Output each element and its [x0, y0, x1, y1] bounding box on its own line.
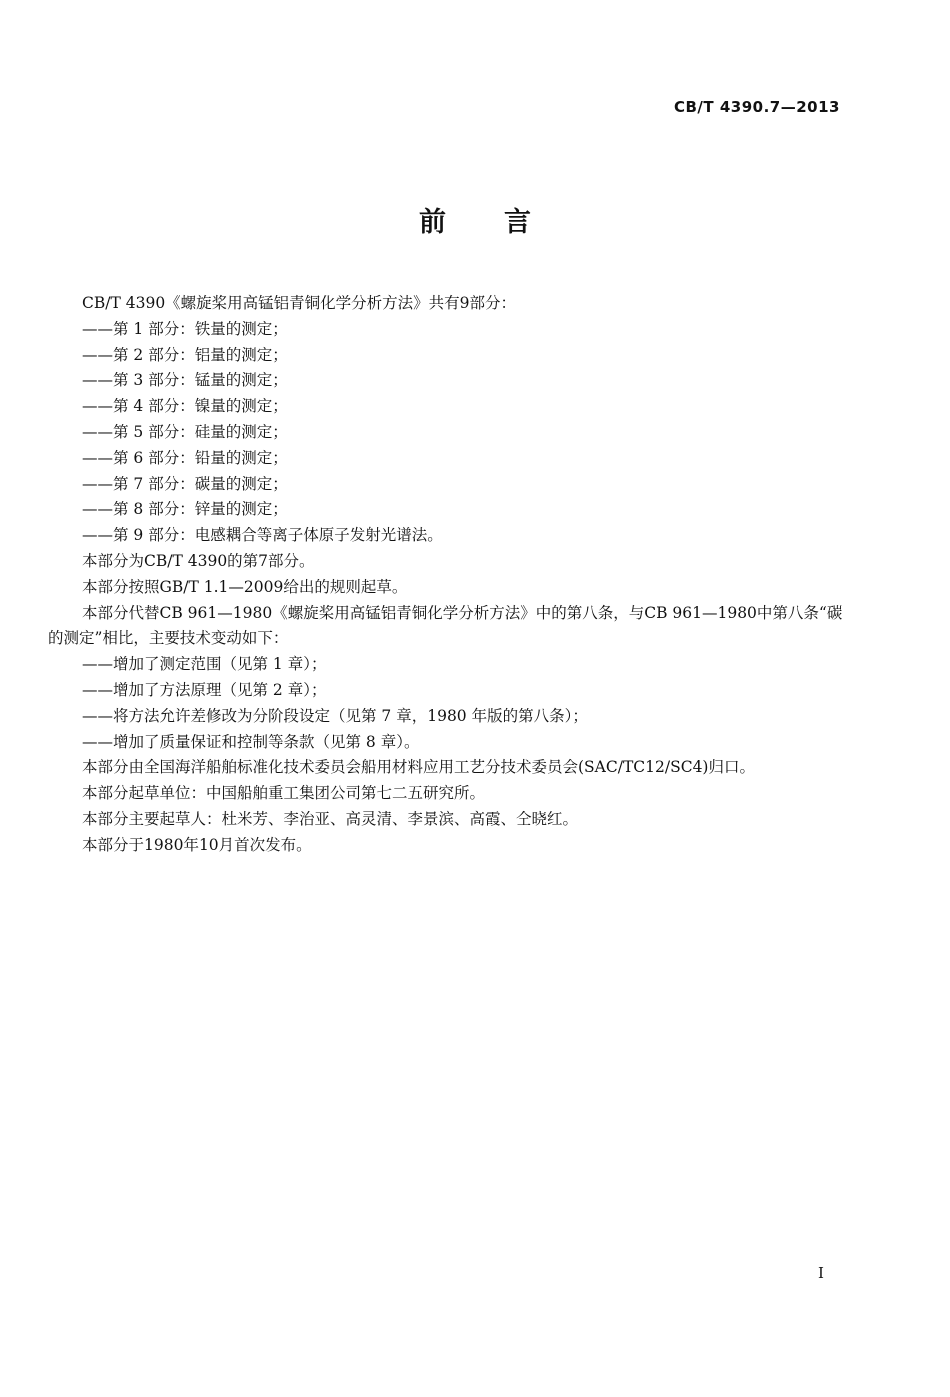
list-item: ——第 8 部分：锌量的测定；	[82, 500, 288, 519]
change-item: ——增加了方法原理（见第 2 章）；	[82, 680, 327, 699]
drafters-statement: 本部分主要起草人：杜米芳、李治亚、高灵清、李景滨、高霞、仝晓红。	[82, 809, 579, 828]
change-item: ——增加了测定范围（见第 1 章）；	[82, 655, 327, 674]
standard-code: CB/T 4390.7—2013	[673, 98, 840, 116]
replace-statement: 本部分代替CB 961—1980《螺旋桨用高锰铝青铜化学分析方法》中的第八条，与CB 961—1980中第八条“碳的测定”相比，主要技术变动如下：	[48, 603, 843, 648]
change-item: ——增加了质量保证和控制等条款（见第 8 章）。	[82, 732, 420, 751]
intro-paragraph: CB/T 4390《螺旋桨用高锰铝青铜化学分析方法》共有9部分：	[82, 294, 517, 312]
unit-statement: 本部分起草单位：中国船舶重工集团公司第七二五研究所。	[82, 784, 486, 803]
list-item: ——第 2 部分：铝量的测定；	[82, 345, 288, 364]
foreword-body	[48, 291, 848, 859]
list-item: ——第 5 部分：硅量的测定；	[82, 422, 288, 441]
list-item: ——第 6 部分：铅量的测定；	[82, 448, 288, 467]
list-item: ——第 3 部分：锰量的测定；	[82, 371, 288, 390]
list-item: ——第 7 部分：碳量的测定；	[82, 474, 288, 493]
list-item: ——第 9 部分：电感耦合等离子体原子发射光谱法。	[82, 526, 443, 545]
part-statement: 本部分为CB/T 4390的第7部分。	[82, 551, 315, 570]
page-number: I	[818, 1264, 824, 1282]
first-issue-statement: 本部分于1980年10月首次发布。	[82, 835, 312, 854]
change-item: ——将方法允许差修改为分阶段设定（见第 7 章，1980 年版的第八条）；	[82, 706, 588, 725]
list-item: ——第 4 部分：镍量的测定；	[82, 397, 288, 416]
page-title: 前言	[419, 207, 589, 238]
committee-statement: 本部分由全国海洋船舶标准化技术委员会船用材料应用工艺分技术委员会(SAC/TC12/SC4)归口。	[82, 758, 755, 777]
rules-statement: 本部分按照GB/T 1.1—2009给出的规则起草。	[82, 577, 408, 596]
list-item: ——第 1 部分：铁量的测定；	[82, 319, 288, 338]
